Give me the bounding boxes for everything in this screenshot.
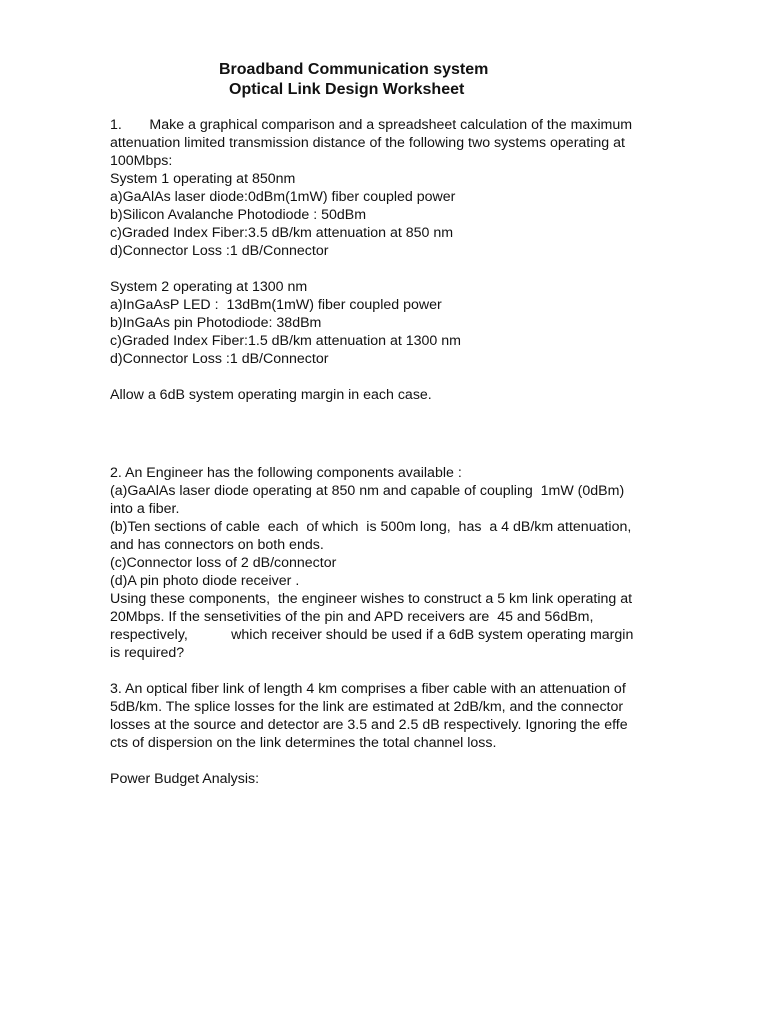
text-line: (a)GaAlAs laser diode operating at 850 nm and capable of coupling 1mW (0dBm) — [110, 483, 625, 499]
text-line: 100Mbps: — [110, 153, 173, 169]
system-2-block — [110, 278, 682, 368]
text-line: into a fiber. — [110, 501, 180, 517]
text-line: (c)Connector loss of 2 dB/connector — [110, 555, 337, 571]
text-line: and has connectors on both ends. — [110, 537, 324, 553]
text-line: is required? — [110, 645, 185, 661]
question-2 — [110, 464, 682, 662]
worksheet-body — [110, 116, 682, 788]
power-budget-heading: Power Budget Analysis: — [110, 771, 260, 787]
text-line: respectively, which receiver should be used if a 6dB system operating margin — [110, 627, 634, 643]
question-1 — [110, 116, 682, 260]
text-line: 5dB/km. The splice losses for the link are estimated at 2dB/km, and the connector — [110, 699, 624, 715]
spacer — [110, 260, 682, 278]
spacer — [110, 368, 682, 386]
spacer — [110, 404, 682, 464]
text-line: 2. An Engineer has the following components available : — [110, 465, 462, 481]
system-1-heading: System 1 operating at 850nm — [110, 171, 296, 187]
text-line: (b)Ten sections of cable each of which is 500m long, has a 4 dB/km attenuation, — [110, 519, 632, 535]
text-line: (d)A pin photo diode receiver . — [110, 573, 300, 589]
text-line: 1. Make a graphical comparison and a spreadsheet calculation of the maximum — [110, 117, 633, 133]
text-line: cts of dispersion on the link determines the total channel loss. — [110, 735, 497, 751]
list-item: c)Graded Index Fiber:3.5 dB/km attenuation at 850 nm — [110, 225, 454, 241]
list-item: c)Graded Index Fiber:1.5 dB/km attenuation at 1300 nm — [110, 333, 461, 349]
spacer — [110, 662, 682, 680]
list-item: d)Connector Loss :1 dB/Connector — [110, 243, 329, 259]
text-line: losses at the source and detector are 3.5 and 2.5 dB respectively. Ignoring the effe — [110, 717, 628, 733]
list-item: d)Connector Loss :1 dB/Connector — [110, 351, 329, 367]
margin-note: Allow a 6dB system operating margin in each case. — [110, 387, 432, 403]
question-3 — [110, 680, 682, 752]
list-item: a)GaAlAs laser diode:0dBm(1mW) fiber coupled power — [110, 189, 456, 205]
text-line: attenuation limited transmission distance of the following two systems operating at — [110, 135, 625, 151]
list-item: b)InGaAs pin Photodiode: 38dBm — [110, 315, 322, 331]
text-line: 20Mbps. If the sensetivities of the pin and APD receivers are 45 and 56dBm, — [110, 609, 594, 625]
list-item: b)Silicon Avalanche Photodiode : 50dBm — [110, 207, 367, 223]
system-2-heading: System 2 operating at 1300 nm — [110, 279, 308, 295]
document-subtitle: Optical Link Design Worksheet — [229, 81, 465, 98]
list-item: a)InGaAsP LED : 13dBm(1mW) fiber coupled power — [110, 297, 442, 313]
text-line: Using these components, the engineer wishes to construct a 5 km link operating at — [110, 591, 633, 607]
document-title: Broadband Communication system — [219, 61, 489, 78]
spacer — [110, 752, 682, 770]
text-line: 3. An optical fiber link of length 4 km comprises a fiber cable with an attenuation of — [110, 681, 626, 697]
